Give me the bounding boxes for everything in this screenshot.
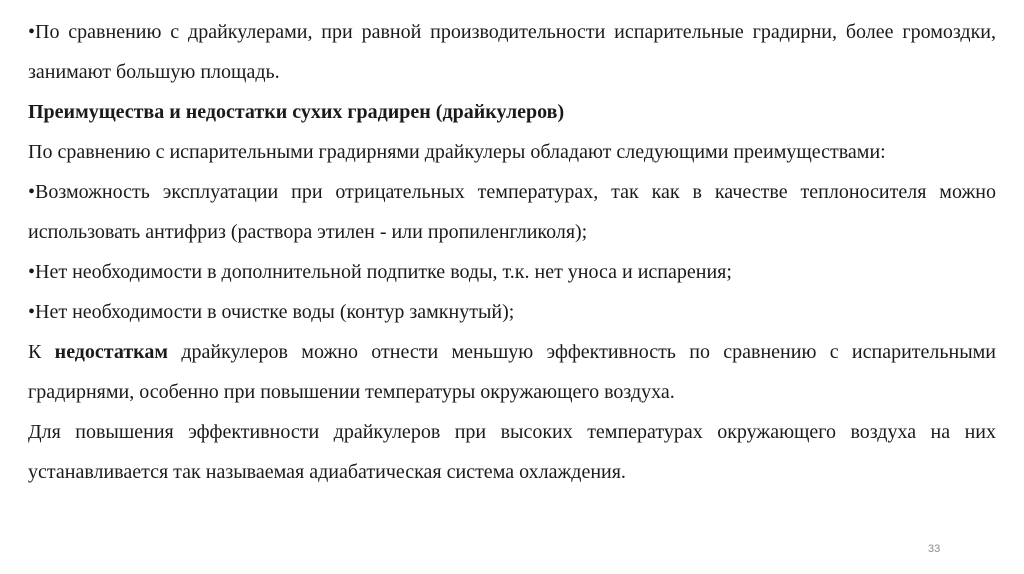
bullet-no-makeup-water: •Нет необходимости в дополнительной подпитке воды, т.к. нет уноса и испарения; bbox=[28, 261, 732, 283]
paragraph-adiabatic-system: Для повышения эффективности драйкулеров при высоких температурах окружающего воздуха на них устанавливается так называемая адиабатическая система охлаждения. bbox=[28, 421, 996, 483]
paragraph-disadvantages bbox=[28, 332, 996, 412]
page-number: 33 bbox=[928, 543, 941, 555]
paragraph-comparison: •По сравнению с драйкулерами, при равной производительности испарительные градирни, более громоздки, занимают большую площадь. bbox=[28, 21, 996, 83]
disadvantages-prefix: К bbox=[28, 341, 55, 363]
section-heading: Преимущества и недостатки сухих градирен (драйкулеров) bbox=[28, 101, 565, 123]
bullet-negative-temperatures: •Возможность эксплуатации при отрицательных температурах, так как в качестве теплоносителя можно использовать антифриз (раствора этилен - или пропиленгликоля); bbox=[28, 181, 996, 243]
disadvantages-text: драйкулеров можно отнести меньшую эффективность по сравнению с испарительными градирнями, особенно при повышении температуры окружающего воздуха. bbox=[28, 341, 997, 403]
slide-body bbox=[28, 12, 996, 492]
paragraph-advantages-intro: По сравнению с испарительными градирнями драйкулеры обладают следующими преимуществами: bbox=[28, 141, 886, 163]
bullet-no-water-treatment: •Нет необходимости в очистке воды (контур замкнутый); bbox=[28, 301, 515, 323]
disadvantages-keyword: недостаткам bbox=[54, 341, 169, 363]
